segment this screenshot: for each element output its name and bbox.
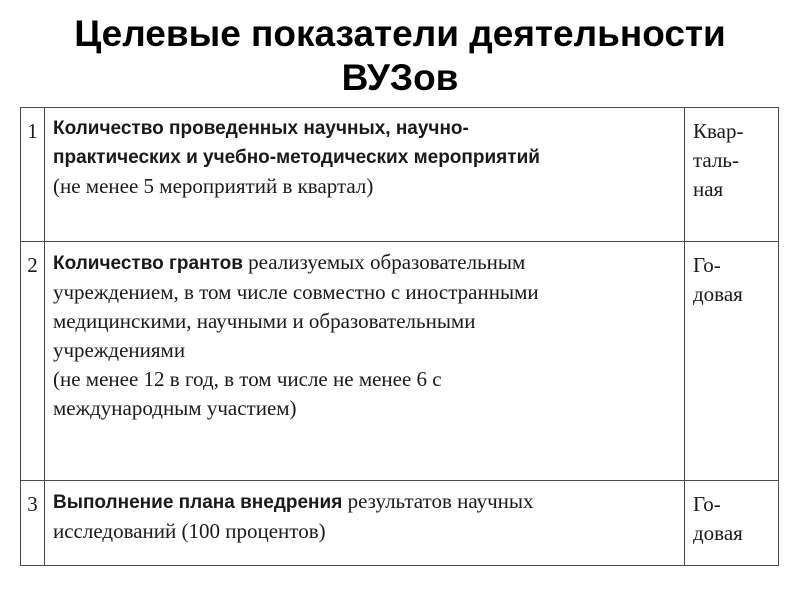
indicator-bold-text: Количество грантов — [53, 253, 243, 274]
period-text: ная — [693, 177, 724, 201]
table-row — [21, 108, 779, 242]
indicator-period — [685, 108, 779, 242]
period-text: Квар- — [693, 119, 744, 143]
indicator-bold-text: практических и учебно-методических мероприятий — [53, 147, 540, 168]
indicator-text: учреждениями — [53, 338, 186, 362]
table-row — [21, 242, 779, 481]
indicator-period — [685, 481, 779, 566]
indicators-table — [20, 107, 779, 566]
row-number: 3 — [21, 481, 45, 566]
row-number: 1 — [21, 108, 45, 242]
indicator-description — [45, 481, 685, 566]
indicator-period — [685, 242, 779, 481]
indicator-text: результатов научных — [342, 489, 534, 513]
title-line-2: ВУЗов — [341, 57, 459, 98]
period-text: довая — [693, 521, 743, 545]
period-text: довая — [693, 282, 743, 306]
title-line-1: Целевые показатели деятельности — [74, 13, 726, 54]
page-title — [0, 12, 800, 100]
period-text: таль- — [693, 148, 739, 172]
indicator-text: исследований (100 процентов) — [53, 519, 326, 543]
period-text: Го- — [693, 253, 721, 277]
indicator-description — [45, 108, 685, 242]
row-number: 2 — [21, 242, 45, 481]
indicator-text: учреждением, в том числе совместно с иностранными — [53, 280, 539, 304]
indicator-note: (не менее 12 в год, в том числе не менее 6 с — [53, 367, 442, 391]
indicator-bold-text: Количество проведенных научных, научно- — [53, 118, 469, 139]
indicator-note: международным участием) — [53, 396, 297, 420]
indicator-text: реализуемых образовательным — [242, 250, 526, 274]
indicator-note: (не менее 5 мероприятий в квартал) — [53, 174, 374, 198]
period-text: Го- — [693, 492, 721, 516]
indicator-bold-text: Выполнение плана внедрения — [53, 492, 343, 513]
indicator-text: медицинскими, научными и образовательными — [53, 309, 476, 333]
table-row — [21, 481, 779, 566]
indicator-description — [45, 242, 685, 481]
